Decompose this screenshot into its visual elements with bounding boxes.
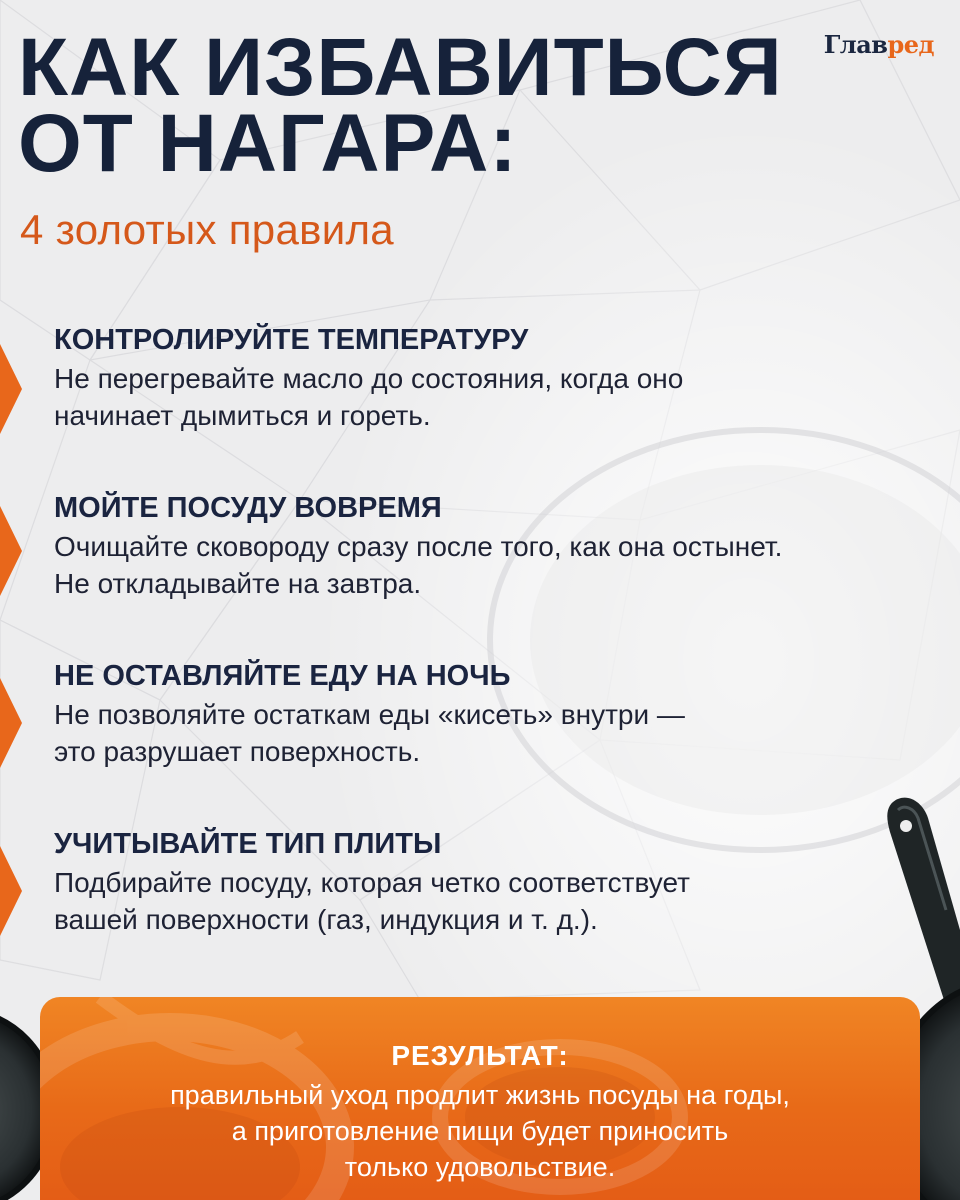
- rule-item: [54, 322, 934, 434]
- rule-text-line: вашей поверхности (газ, индукция и т. д.).: [54, 904, 598, 935]
- brand-logo-part1: Глав: [823, 30, 888, 59]
- rule-heading: УЧИТЫВАЙТЕ ТИП ПЛИТЫ: [54, 828, 442, 860]
- rule-text-line: Не перегревайте масло до состояния, когда оно: [54, 363, 684, 394]
- rule-text-line: Не откладывайте на завтра.: [54, 568, 422, 599]
- result-panel: [40, 997, 920, 1200]
- rule-text-line: Подбирайте посуду, которая четко соответствует: [54, 867, 690, 898]
- result-text-line: правильный уход продлит жизнь посуды на годы,: [170, 1080, 790, 1110]
- result-text-line: только удовольствие.: [344, 1152, 616, 1182]
- rule-text-line: Не позволяйте остаткам еды «кисеть» внутри —: [54, 699, 685, 730]
- rule-heading: КОНТРОЛИРУЙТЕ ТЕМПЕРАТУРУ: [54, 324, 529, 356]
- rule-text-line: Очищайте сковороду сразу после того, как она остынет.: [54, 531, 783, 562]
- title-line-2: ОТ НАГАРА:: [18, 98, 518, 189]
- rule-item: [54, 490, 934, 602]
- rule-marker-icon: [0, 506, 22, 596]
- subtitle: 4 золотых правила: [20, 206, 394, 253]
- rule-marker-icon: [0, 344, 22, 434]
- rule-heading: МОЙТЕ ПОСУДУ ВОВРЕМЯ: [54, 492, 442, 524]
- page-title: [18, 22, 818, 189]
- rule-marker-icon: [0, 846, 22, 936]
- rule-text: [54, 864, 934, 938]
- rule-text: [54, 696, 934, 770]
- result-content: [40, 1039, 920, 1185]
- rule-heading: НЕ ОСТАВЛЯЙТЕ ЕДУ НА НОЧЬ: [54, 660, 511, 692]
- rule-text: [54, 360, 934, 434]
- result-heading: РЕЗУЛЬТАТ:: [391, 1040, 569, 1071]
- result-text-line: а приготовление пищи будет приносить: [231, 1116, 729, 1146]
- rule-text-line: начинает дымиться и гореть.: [54, 400, 431, 431]
- rule-text-line: это разрушает поверхность.: [54, 736, 421, 767]
- rule-item: [54, 826, 934, 938]
- brand-logo-part2: ред: [887, 30, 934, 59]
- rule-text: [54, 528, 934, 602]
- title-line-1: КАК ИЗБАВИТЬСЯ: [18, 22, 783, 113]
- rule-item: [54, 658, 934, 770]
- brand-logo: [824, 30, 934, 59]
- rule-marker-icon: [0, 678, 22, 768]
